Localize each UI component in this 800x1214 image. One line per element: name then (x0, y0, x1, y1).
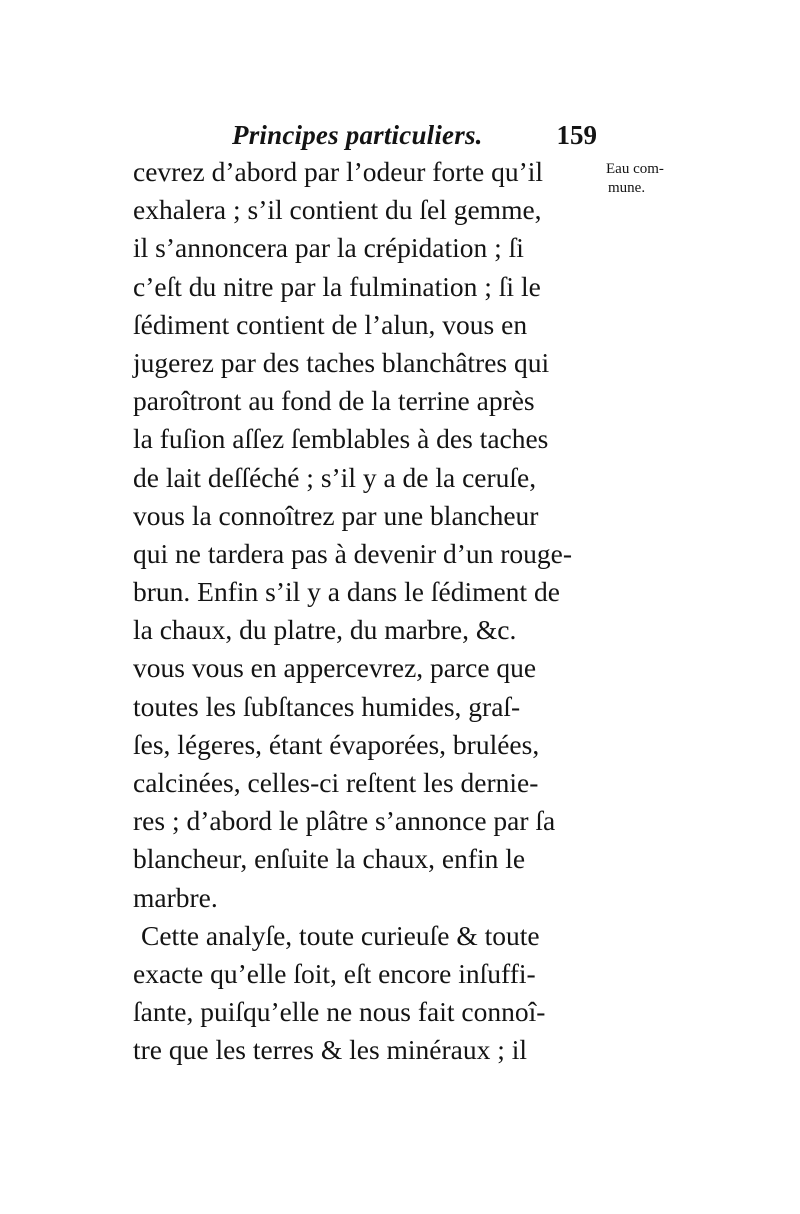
paragraph-first-line: Cette analyſe, toute curieuſe & toute (141, 919, 540, 951)
text-line: calcinées, celles-ci reſtent les dernie- (133, 767, 539, 798)
text-line: res ; d’abord le plâtre s’annonce par ſa (133, 805, 556, 837)
running-header (232, 118, 597, 152)
text-line: exhalera ; s’il contient du ſel gemme, (133, 194, 542, 226)
text-line: toutes les ſubſtances humides, graſ- (133, 690, 521, 722)
body-text (133, 153, 597, 1070)
text-line: marbre. (133, 881, 218, 913)
text-line: ſes, légeres, étant évaporées, brulées, (133, 728, 540, 760)
margin-note-line: Eau com- (606, 161, 664, 177)
text-line: ſante, puiſqu’elle ne nous fait connoî- (133, 996, 546, 1028)
text-line: cevrez d’abord par l’odeur forte qu’il (133, 156, 544, 187)
margin-note (606, 160, 686, 198)
text-line: il s’annoncera par la crépidation ; ſi (133, 232, 524, 264)
text-line: brun. Enfin s’il y a dans le ſédiment de (133, 576, 560, 608)
text-line: la chaux, du platre, du marbre, &c. (133, 614, 517, 646)
text-line: paroîtront au fond de la terrine après (133, 385, 535, 417)
page-number: 159 (556, 120, 597, 150)
text-line: blancheur, enſuite la chaux, enfin le (133, 843, 526, 875)
text-line: qui ne tardera pas à devenir d’un rouge- (133, 537, 573, 569)
text-line: c’eſt du nitre par la fulmination ; ſi le (133, 270, 541, 302)
running-title: Principes particuliers. (232, 120, 483, 150)
text-line: ſédiment contient de l’alun, vous en (133, 308, 528, 340)
text-line: exacte qu’elle ſoit, eſt encore inſuffi- (133, 957, 536, 989)
text-line: de lait deſſéché ; s’il y a de la ceruſe, (133, 461, 537, 493)
text-line: jugerez par des taches blanchâtres qui (133, 346, 550, 378)
text-line: vous la connoîtrez par une blancheur (133, 499, 539, 531)
text-line: la fuſion aſſez ſemblables à des taches (133, 423, 549, 455)
text-line: tre que les terres & les minéraux ; il (133, 1034, 528, 1066)
margin-note-line: mune. (608, 180, 646, 196)
text-line: vous vous en appercevrez, parce que (133, 652, 537, 684)
